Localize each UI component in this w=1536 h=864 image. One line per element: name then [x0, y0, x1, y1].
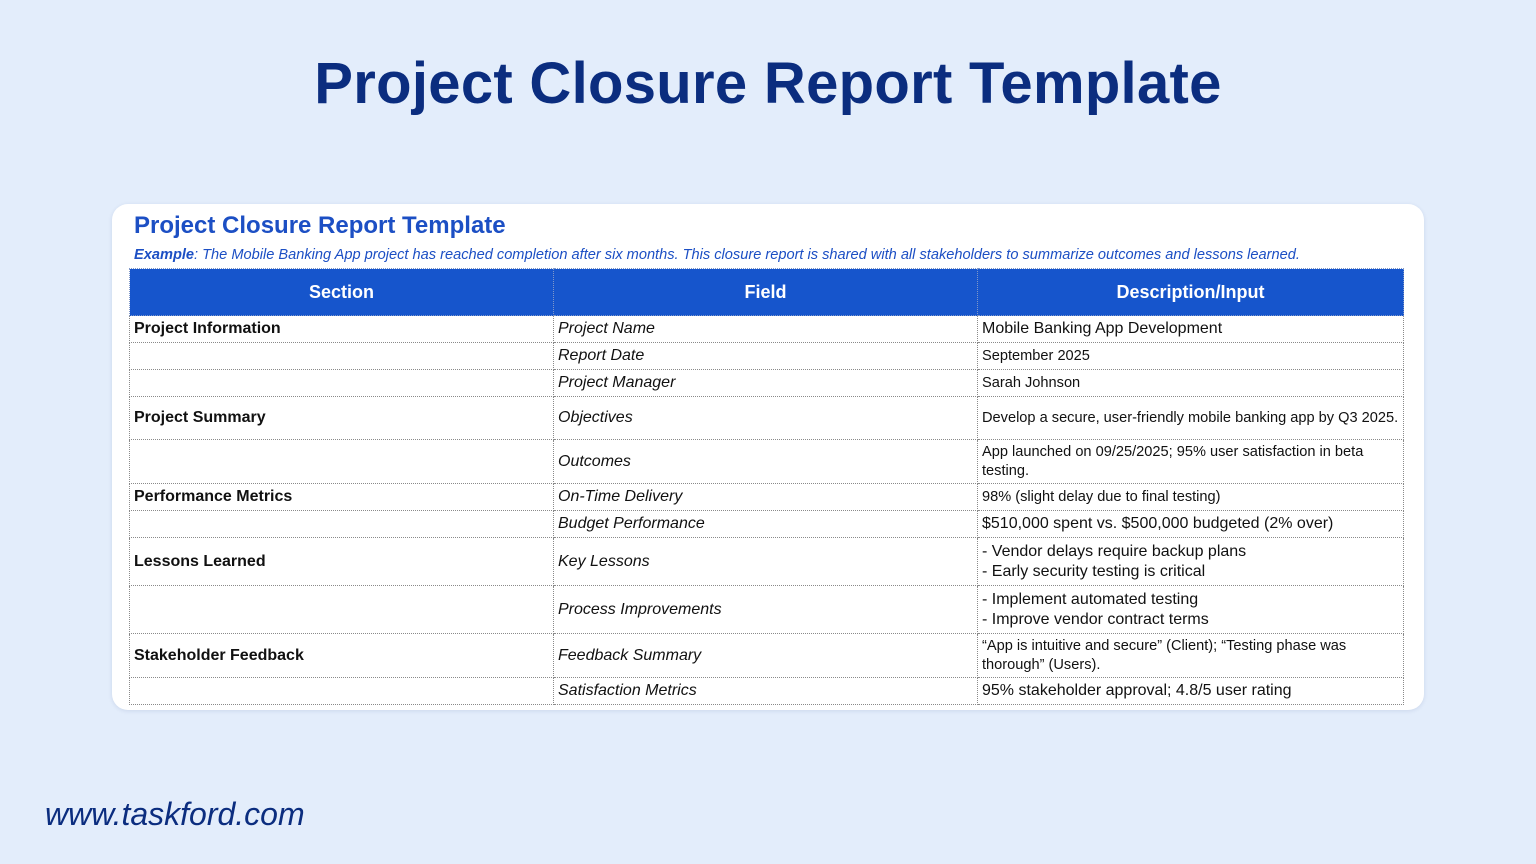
field-cell: Key Lessons: [554, 538, 978, 586]
table-row: [130, 343, 1404, 370]
description-line: Develop a secure, user-friendly mobile banking app by Q3 2025.: [982, 409, 1399, 426]
field-cell: Budget Performance: [554, 511, 978, 538]
field-cell: Feedback Summary: [554, 634, 978, 678]
description-line: $510,000 spent vs. $500,000 budgeted (2% over): [982, 515, 1334, 532]
table-row: [130, 511, 1404, 538]
description-line: Mobile Banking App Development: [982, 320, 1223, 337]
field-cell: Process Improvements: [554, 586, 978, 634]
description-cell: [978, 397, 1404, 440]
column-header-field: Field: [554, 269, 978, 316]
document-title: Project Closure Report Template: [134, 212, 506, 239]
description-line: 95% stakeholder approval; 4.8/5 user rating: [982, 682, 1292, 699]
field-cell: Project Manager: [554, 370, 978, 397]
description-cell: [978, 440, 1404, 484]
section-cell: [130, 440, 554, 484]
description-cell: [978, 316, 1404, 343]
description-cell: [978, 484, 1404, 511]
report-card: [112, 204, 1424, 710]
description-cell: [978, 538, 1404, 586]
website-link[interactable]: www.taskford.com: [45, 796, 305, 832]
description-line: - Early security testing is critical: [982, 562, 1206, 580]
section-cell: Project Summary: [130, 397, 554, 440]
table-row: [130, 370, 1404, 397]
description-cell: [978, 511, 1404, 538]
closure-report-table: [129, 268, 1404, 705]
description-line: 98% (slight delay due to final testing): [982, 488, 1221, 505]
description-line: App launched on 09/25/2025; 95% user satisfaction in beta testing.: [982, 443, 1364, 479]
description-line: “App is intuitive and secure” (Client); “Testing phase was thorough” (Users).: [982, 637, 1347, 673]
column-header-section: Section: [130, 269, 554, 316]
section-cell: [130, 343, 554, 370]
section-cell: Lessons Learned: [130, 538, 554, 586]
page-title: Project Closure Report Template: [314, 51, 1222, 116]
section-cell: Performance Metrics: [130, 484, 554, 511]
description-line: - Implement automated testing: [982, 590, 1199, 608]
table-row: [130, 538, 1404, 586]
description-cell: [978, 634, 1404, 678]
table-row: [130, 634, 1404, 678]
example-text: : The Mobile Banking App project has reached completion after six months. This closure report is shared with all stakeholders to summarize outcomes and lessons learned.: [194, 247, 1300, 263]
description-cell: [978, 586, 1404, 634]
table-row: [130, 440, 1404, 484]
table-row: [130, 678, 1404, 705]
section-cell: Project Information: [130, 316, 554, 343]
field-cell: Report Date: [554, 343, 978, 370]
description-cell: [978, 343, 1404, 370]
section-cell: [130, 586, 554, 634]
section-cell: [130, 511, 554, 538]
description-line: - Improve vendor contract terms: [982, 610, 1209, 628]
example-note: [134, 247, 1300, 263]
table-header-row: [130, 269, 1404, 316]
field-cell: Project Name: [554, 316, 978, 343]
field-cell: Objectives: [554, 397, 978, 440]
description-cell: [978, 370, 1404, 397]
section-cell: [130, 370, 554, 397]
section-cell: [130, 678, 554, 705]
table-row: [130, 484, 1404, 511]
table-row: [130, 586, 1404, 634]
field-cell: On-Time Delivery: [554, 484, 978, 511]
field-cell: Satisfaction Metrics: [554, 678, 978, 705]
field-cell: Outcomes: [554, 440, 978, 484]
section-cell: Stakeholder Feedback: [130, 634, 554, 678]
description-line: - Vendor delays require backup plans: [982, 542, 1247, 560]
table-row: [130, 397, 1404, 440]
description-cell: [978, 678, 1404, 705]
description-line: Sarah Johnson: [982, 374, 1081, 391]
description-line: September 2025: [982, 347, 1090, 364]
example-label: Example: [134, 247, 195, 263]
table-row: [130, 316, 1404, 343]
column-header-description: Description/Input: [978, 269, 1404, 316]
